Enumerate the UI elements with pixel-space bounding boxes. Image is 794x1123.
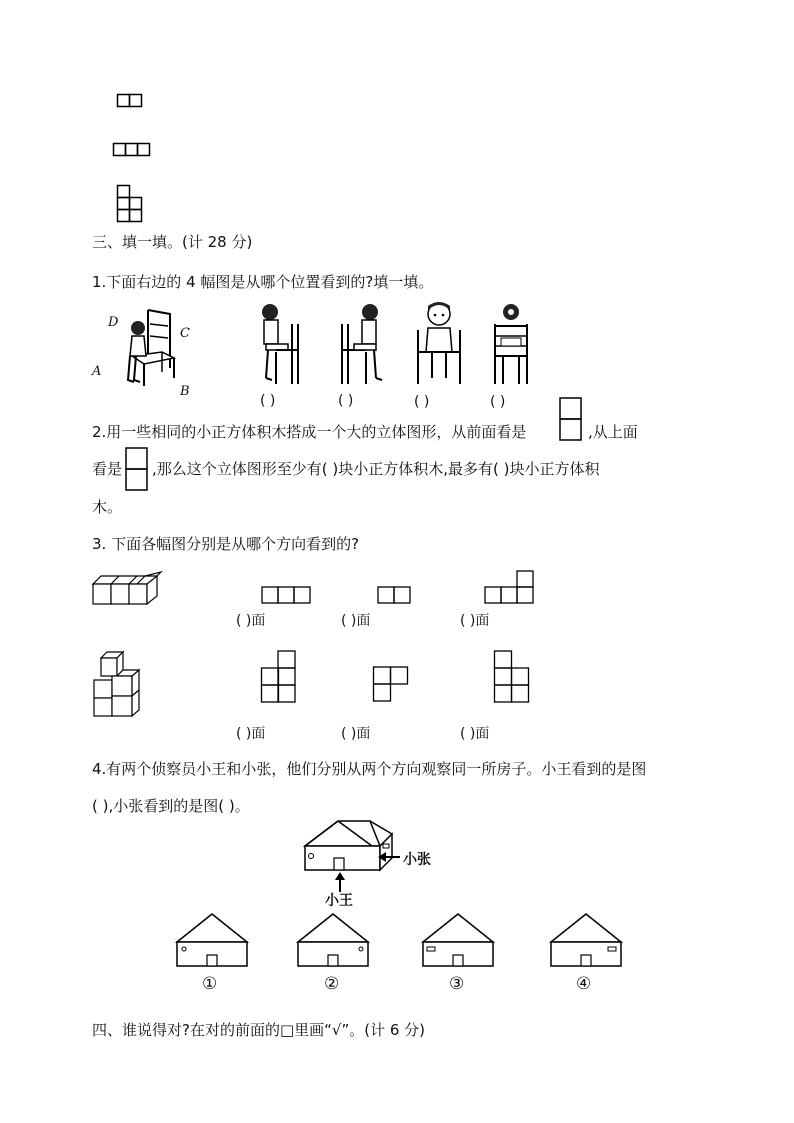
top-grid-three-squares	[113, 143, 153, 157]
xiaowang-label: 小王	[325, 893, 353, 909]
q4-house-3d	[300, 818, 400, 874]
top-grid-two-squares	[117, 94, 143, 108]
option-label-2: ②	[324, 974, 340, 994]
house-option-4	[550, 912, 622, 968]
view-front	[414, 300, 464, 386]
option-label-1: ①	[202, 974, 218, 994]
label-c: C	[180, 326, 190, 341]
top-grid-l-shape	[117, 185, 143, 225]
q2-line3: 木。	[92, 498, 123, 516]
view-side-left	[258, 300, 308, 386]
q2-top-view-shape	[125, 447, 149, 493]
house-option-3	[422, 912, 494, 968]
q4-line2: ( ),小张看到的是图( )。	[92, 797, 250, 815]
q1-blank-1[interactable]: ( )	[260, 393, 276, 409]
q2-front-view-shape	[559, 397, 583, 443]
child-on-chair-illustration	[118, 306, 180, 390]
q3-blank-3[interactable]: ( )面	[460, 613, 490, 629]
q3-blank-5[interactable]: ( )面	[341, 726, 371, 742]
q3-view-2a	[261, 650, 297, 704]
section4-heading: 四、谁说得对?在对的前面的□里画“√”。(计 6 分)	[92, 1021, 426, 1039]
q3-view-1c	[484, 570, 534, 606]
label-d: D	[108, 315, 119, 330]
q4-line1: 4.有两个侦察员小王和小张，他们分别从两个方向观察同一所房子。小王看到的是图	[92, 760, 647, 778]
label-b: B	[180, 384, 190, 399]
q1-blank-3[interactable]: ( )	[414, 394, 430, 410]
q1-blank-4[interactable]: ( )	[490, 394, 506, 410]
q3-view-2b	[373, 666, 409, 704]
q3-blank-1[interactable]: ( )面	[236, 613, 266, 629]
view-side-right	[336, 300, 386, 386]
house-option-1	[176, 912, 248, 968]
q2-line1-end: ,从上面	[588, 423, 638, 441]
q3-solid-2	[92, 650, 144, 720]
house-option-2	[297, 912, 369, 968]
option-label-4: ④	[576, 974, 592, 994]
option-label-3: ③	[449, 974, 465, 994]
xiaozhang-label: 小张	[403, 852, 431, 868]
section3-heading: 三、填一填。(计 28 分)	[92, 233, 253, 251]
q3-blank-4[interactable]: ( )面	[236, 726, 266, 742]
q3-view-2c	[494, 650, 530, 704]
q2-line2-end: ,那么这个立体图形至少有( )块小正方体积木,最多有( )块小正方体积	[152, 460, 600, 478]
q2-line1: 2.用一些相同的小正方体积木搭成一个大的立体图形，从前面看是	[92, 423, 527, 441]
label-a: A	[92, 364, 102, 379]
view-back	[491, 300, 531, 386]
xiaowang-arrow	[333, 872, 347, 892]
q3-text: 3. 下面各幅图分别是从哪个方向看到的?	[92, 535, 360, 553]
q3-solid-1	[92, 572, 164, 608]
q3-view-1a	[261, 586, 311, 606]
q2-line2-start: 看是	[92, 460, 123, 478]
q3-blank-2[interactable]: ( )面	[341, 613, 371, 629]
q3-view-1b	[377, 586, 411, 606]
q1-blank-2[interactable]: ( )	[338, 393, 354, 409]
q3-blank-6[interactable]: ( )面	[460, 726, 490, 742]
q1-text: 1.下面右边的 4 幅图是从哪个位置看到的?填一填。	[92, 273, 434, 291]
xiaozhang-arrow	[376, 850, 402, 864]
